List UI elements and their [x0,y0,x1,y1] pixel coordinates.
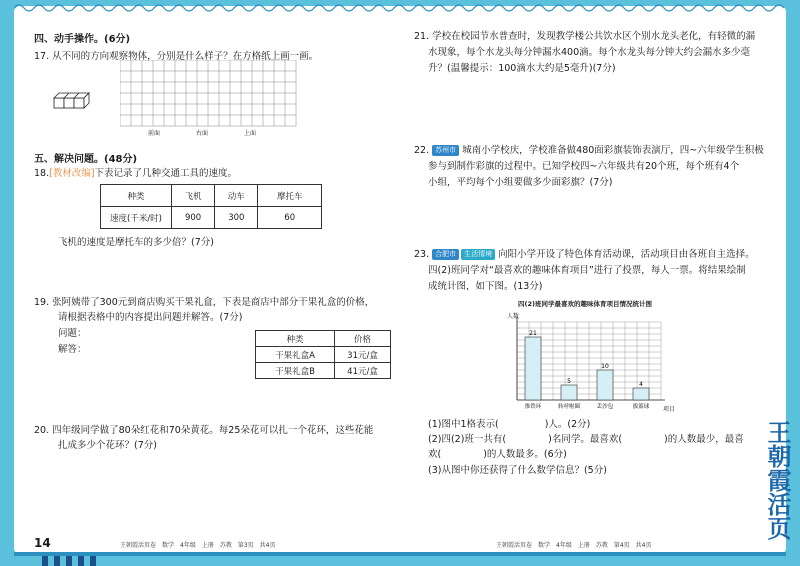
x-tick-label: 拔篮球 [632,404,650,410]
question-20-line2: 扎成多少个花环？(7分) [58,440,157,451]
bar-chart [485,296,685,416]
question-21-line1: 21. 学校在校园节水普查时，发现教学楼公共饮水区个别水龙头老化，有轻微的漏 [414,31,756,42]
cubes-figure [52,90,98,112]
speed-table: 种类 飞机 动车 摩托车 速度(千米/时) 900 300 60 [100,184,322,229]
page-number: 14 [34,536,51,550]
question-23-line3: 成统计图，如下图。(13分) [428,281,543,292]
drawing-grid [120,60,300,136]
x-tick-label: 转呼啦圈 [557,404,581,410]
bar [597,370,613,400]
question-22-line1: 22. 苏州市 城南小学校庆，学校准备做480面彩旗装饰表演厅，四~六年级学生积极 [414,145,764,156]
question-23-line1: 23. 合肥市 生活情境 向阳小学开设了特色体育活动课，活动项目由各班自主选择。 [414,249,755,260]
chart-x-label: 项目 [662,406,676,413]
question-20-line1: 20. 四年级同学做了80朵红花和70朵黄花。每25朵花可以扎一个花环，这些花能 [34,425,374,436]
region-tag-hefei: 合肥市 [432,249,459,260]
bar [525,337,541,400]
question-23-line2: 四(2)班同学对“最喜欢的趣味体育项目”进行了投票，每人一票。将结果绘制 [428,265,746,276]
question-18-prompt: 飞机的速度是摩托车的多少倍？(7分) [58,237,214,248]
grid-label-top: 上面 [244,130,257,137]
question-23-sub2: (2)四(2)班一共有( )名同学。最喜欢( )的人数最少，最喜 [428,434,744,445]
question-23-sub3: (3)从图中你还获得了什么数学信息？(5分) [428,465,607,476]
left-footer: 王朝霞活页卷 数学 4年级 上册 苏教 第3页 共4页 [120,542,276,549]
question-21-line3: 升？(温馨提示：100滴水大约是5毫升)(7分) [428,63,616,74]
bar-value-label: 21 [529,330,537,337]
question-21-line2: 水现象，每个水龙头每分钟漏水400滴。每个水龙头每分钟大约会漏水多少毫 [428,47,751,58]
bar-value-label: 10 [601,363,609,370]
region-tag-suzhou: 苏州市 [432,145,459,156]
grid-label-right: 右面 [196,130,209,137]
x-tick-label: 推铁环 [524,404,542,410]
bottom-stripes [14,552,786,566]
chart-title: 四(2)班同学最喜欢的趣味体育项目情况统计图 [518,300,652,308]
textbook-tag: [教材改编] [49,168,95,179]
question-19-problem-label: 问题： [58,328,87,339]
top-wave-border [14,2,786,12]
question-23-sub1: (1)图中1格表示( )人。(2分) [428,419,591,430]
bar [561,385,577,400]
question-23-sub2-cont: 欢( )的人数最多。(6分) [428,449,567,460]
question-17: 17. 从不同的方向观察物体，分别是什么样子？在方格纸上画一画。 [34,51,319,62]
question-19-line1: 19. 张阿姨带了300元到商店购买干果礼盒，下表是商店中部分干果礼盒的价格， [34,297,375,308]
question-22-line2: 参与到制作彩旗的过程中。已知学校四~六年级共有20个班，每个班有4个 [428,161,740,172]
x-tick-label: 丢沙包 [596,404,614,410]
question-19-answer-label: 解答： [58,344,87,355]
context-tag: 生活情境 [461,249,495,260]
bar-value-label: 5 [567,378,571,385]
grid-label-front: 前面 [148,130,161,137]
bar-value-label: 4 [639,381,643,388]
question-18: 18.[教材改编]下表记录了几种交通工具的速度。 [34,168,238,179]
price-table: 种类 价格 干果礼盒A 31元/盒 干果礼盒B 41元/盒 [255,330,391,379]
section-4-title: 四、动手操作。(6分) [34,34,131,45]
question-19-line2: 请根据表格中的内容提出问题并解答。(7分) [58,312,243,323]
chart-y-label: 人数 [506,313,520,320]
right-footer: 王朝霞活页卷 数学 4年级 上册 苏教 第4页 共4页 [496,542,652,549]
question-22-line3: 小组，平均每个小组要做多少面彩旗？(7分) [428,177,613,188]
brand-logo: 王朝霞活页 [763,420,792,540]
bar [633,388,649,400]
section-5-title: 五、解决问题。(48分) [34,154,138,165]
